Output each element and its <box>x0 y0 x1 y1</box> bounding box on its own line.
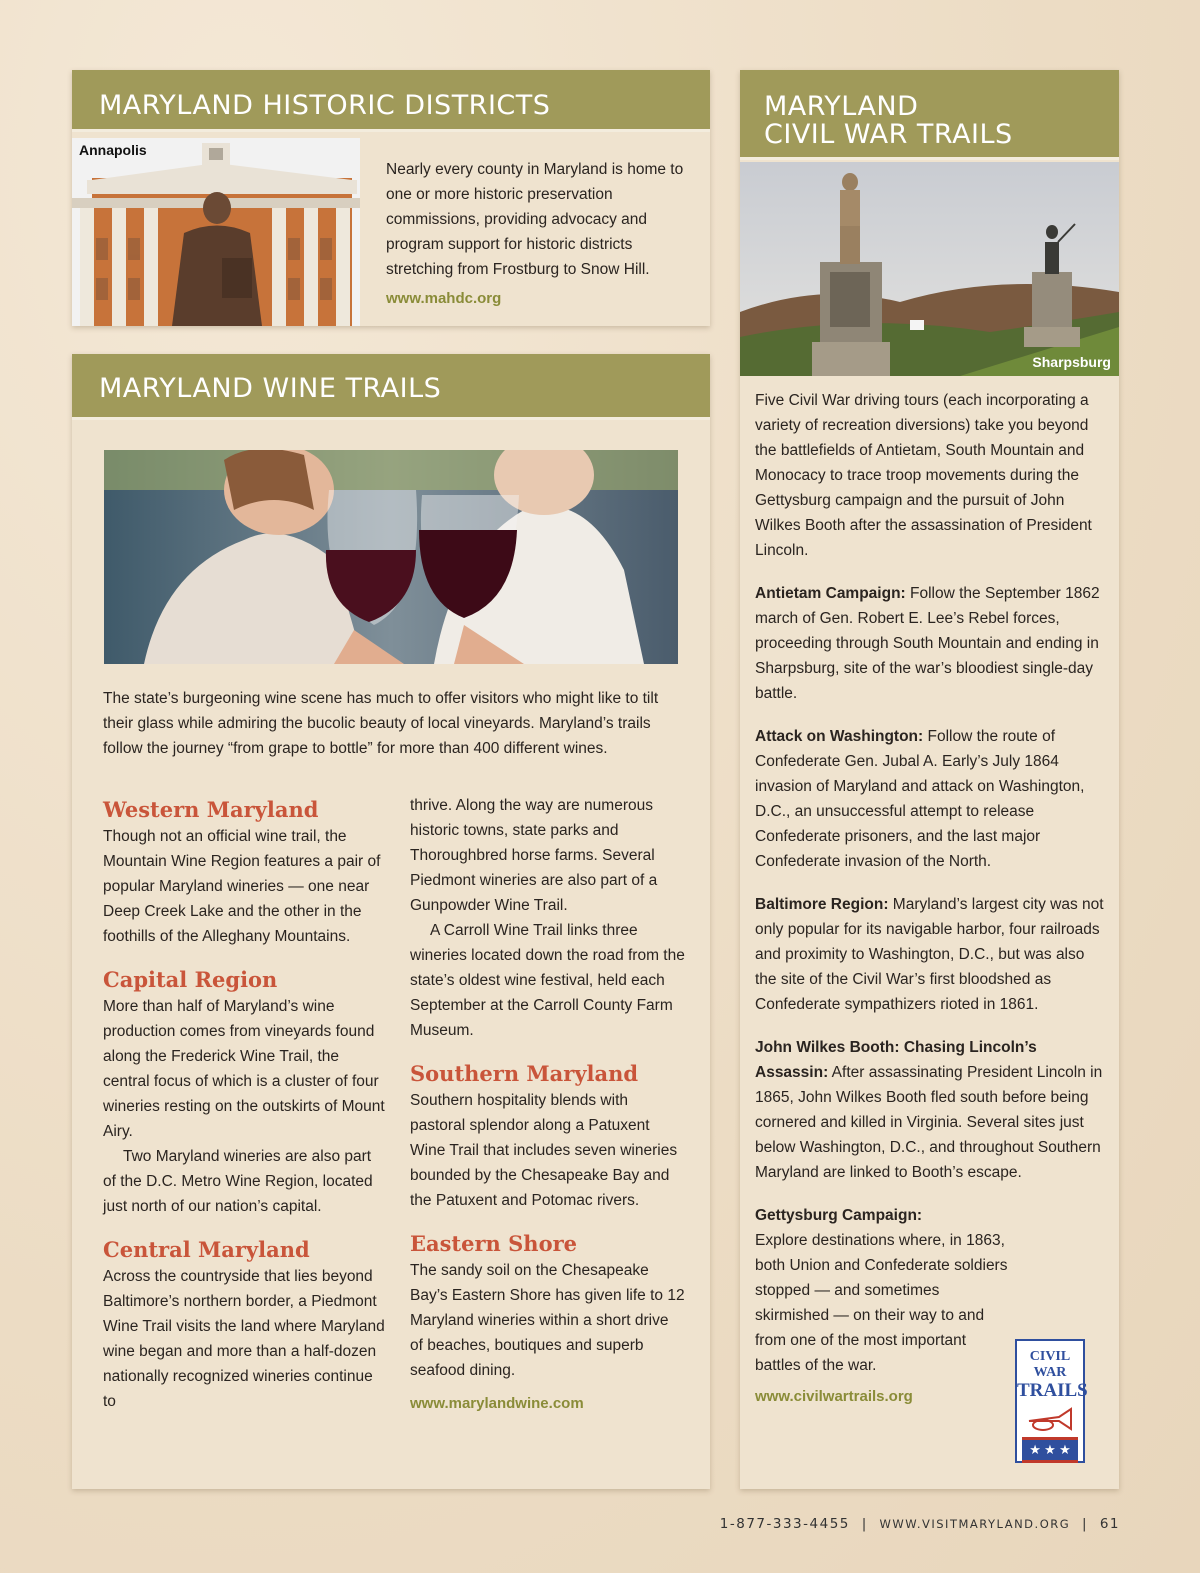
central-maryland-text: Across the countryside that lies beyond Baltimore’s northern border, a Piedmont Wine Trail visits the land where Maryland wine began and more than a half-dozen nationally recognized wineries continue to <box>103 1268 385 1410</box>
logo-line2: TRAILS <box>1017 1380 1088 1401</box>
footer-phone: 1-877-333-4455 <box>719 1516 850 1532</box>
footer-site[interactable]: WWW.VISITMARYLAND.ORG <box>879 1517 1071 1531</box>
antietam-text: Follow the September 1862 march of Gen. Robert E. Lee’s Rebel forces, proceeding through South Mountain and ending in Sharpsburg, site of the war’s bloodiest single-day battle. <box>755 585 1100 702</box>
historic-districts-body <box>386 157 696 307</box>
attack-label: Attack on Washington: <box>755 728 924 745</box>
civil-war-trails-title-line1: MARYLAND <box>764 91 919 122</box>
john-wilkes-booth <box>755 1035 1105 1185</box>
capital-region-text: More than half of Maryland’s wine production comes from vineyards found along the Frederick Wine Trail, the central focus of which is a cluster of four wineries resting on the outskirts of Mount Airy. <box>103 998 385 1140</box>
gettysburg-label: Gettysburg Campaign: <box>755 1207 923 1224</box>
western-maryland-heading: Western Maryland <box>103 797 319 822</box>
antietam-campaign <box>755 581 1105 706</box>
baltimore-label: Baltimore Region: <box>755 896 889 913</box>
historic-districts-header <box>72 70 710 132</box>
southern-maryland-heading: Southern Maryland <box>410 1061 639 1086</box>
attack-text: Follow the route of Confederate Gen. Jubal A. Early’s July 1864 invasion of Maryland and attack on Washington, D.C., an unsuccessful attempt to release Confederate prisoners, and the last major Confederate invasion of the North. <box>755 728 1085 870</box>
carroll-wine-trail-text: A Carroll Wine Trail links three wineries located down the road from the state’s oldest wine festival, held each September at the Carroll County Farm Museum. <box>410 922 685 1039</box>
civilwartrails-link[interactable]: www.civilwartrails.org <box>755 1388 913 1405</box>
eastern-shore-text: The sandy soil on the Chesapeake Bay’s Eastern Shore has given life to 12 Maryland wineries within a short drive of beaches, boutiques and superb seafood dining. <box>410 1262 685 1379</box>
attack-on-washington <box>755 724 1105 874</box>
civil-war-trails-panel <box>740 70 1119 1489</box>
footer-divider-2: | <box>1081 1516 1089 1532</box>
capital-region-text-2: Two Maryland wineries are also part of the D.C. Metro Wine Region, located just north of our nation’s capital. <box>103 1148 373 1215</box>
wine-trails-title: MARYLAND WINE TRAILS <box>99 373 442 404</box>
civil-war-trails-body <box>755 388 1105 1405</box>
footer-divider: | <box>861 1516 868 1532</box>
eastern-shore-heading: Eastern Shore <box>410 1231 578 1256</box>
antietam-label: Antietam Campaign: <box>755 585 906 602</box>
baltimore-text: Maryland’s largest city was not only popular for its navigable harbor, four railroads and proximity to Washington, D.C., but was also the site of the Civil War’s first bloodshed as Confederate sympathizers rioted in 1861. <box>755 896 1104 1013</box>
logo-line1: CIVIL WAR <box>1029 1349 1071 1380</box>
page-footer <box>720 1516 1120 1532</box>
booth-text: After assassinating President Lincoln in 1865, John Wilkes Booth fled south before being cornered and killed in Virginia. Several sites just below Washington, D.C., and throughout Southern Maryland are linked to Booth’s escape. <box>755 1064 1103 1181</box>
historic-districts-text: Nearly every county in Maryland is home to one or more historic preservation commissions, providing advocacy and program support for historic districts stretching from Frostburg to Snow Hill. <box>386 161 684 278</box>
footer-page-number: 61 <box>1099 1516 1120 1532</box>
civil-war-intro: Five Civil War driving tours (each incorporating a variety of recreation diversions) take you beyond the battlefields of Antietam, South Mountain and Monocacy to trace troop movements during the Gettysburg campaign and the pursuit of John Wilkes Booth after the assassination of President Lincoln. <box>755 392 1092 559</box>
baltimore-region <box>755 892 1105 1017</box>
logo-stars-band: ★ ★ ★ <box>1022 1437 1078 1463</box>
central-maryland-heading: Central Maryland <box>103 1237 310 1262</box>
annapolis-photo <box>72 138 360 326</box>
gettysburg-text: Explore destinations where, in 1863, both Union and Confederate soldiers stopped — and sometimes skirmished — on their way to and from one of the most important battles of the war. <box>755 1232 1008 1374</box>
historic-districts-title: MARYLAND HISTORIC DISTRICTS <box>99 90 551 121</box>
marylandwine-link[interactable]: www.marylandwine.com <box>410 1395 584 1412</box>
annapolis-image <box>72 138 360 326</box>
wine-glasses-photo <box>104 450 678 664</box>
sharpsburg-caption: Sharpsburg <box>1032 354 1111 370</box>
civil-war-trails-header <box>740 70 1119 160</box>
wine-trails-panel <box>72 354 710 1489</box>
bugle-icon <box>1025 1403 1075 1433</box>
wine-glasses-image <box>104 450 678 664</box>
annapolis-caption: Annapolis <box>79 142 147 158</box>
southern-maryland-text: Southern hospitality blends with pastoral splendor along a Patuxent Wine Trail that includes seven wineries bounded by the Chesapeake Bay and the Patuxent and Potomac rivers. <box>410 1092 678 1209</box>
western-maryland-text: Though not an official wine trail, the Mountain Wine Region features a pair of popular Maryland wineries — one near Deep Creek Lake and the other in the foothills of the Alleghany Mountains. <box>103 828 381 945</box>
wine-left-column <box>103 796 388 1414</box>
central-maryland-text-cont: thrive. Along the way are numerous historic towns, state parks and Thoroughbred horse farms. Several Piedmont wineries are also part of a Gunpowder Wine Trail. <box>410 797 658 914</box>
wine-trails-header <box>72 354 710 420</box>
sharpsburg-photo <box>740 162 1119 376</box>
booth-label: John Wilkes Booth: Chasing Lincoln’s Assassin: <box>755 1039 1037 1081</box>
historic-districts-panel <box>72 70 710 326</box>
mahdc-link[interactable]: www.mahdc.org <box>386 290 502 307</box>
wine-intro: The state’s burgeoning wine scene has much to offer visitors who might like to tilt their glass while admiring the bucolic beauty of local vineyards. Maryland’s trails follow the journey “from grape to bottle” for more than 400 different wines. <box>103 690 659 757</box>
civil-war-trails-title-line2: CIVIL WAR TRAILS <box>764 119 1013 150</box>
wine-right-column <box>410 793 685 1412</box>
capital-region-heading: Capital Region <box>103 967 278 992</box>
sharpsburg-image <box>740 162 1119 376</box>
civil-war-trails-logo <box>1015 1339 1088 1463</box>
